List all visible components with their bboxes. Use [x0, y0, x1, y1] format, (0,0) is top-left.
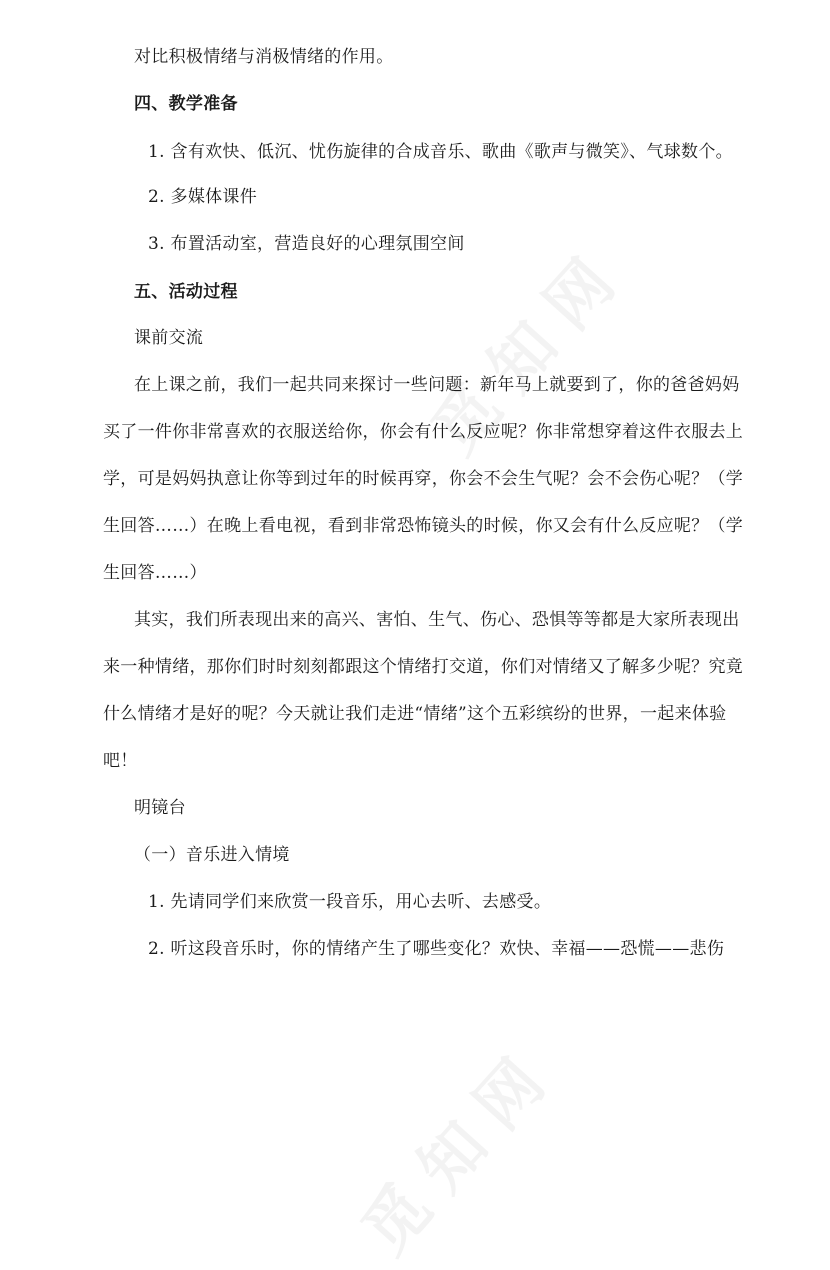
list-item: 2. 多媒体课件: [148, 187, 258, 207]
watermark: [338, 1022, 575, 1270]
list-item: 3. 布置活动室，营造良好的心理氛围空间: [148, 234, 465, 254]
paragraph-line: 对比积极情绪与消极情绪的作用。: [134, 47, 394, 67]
list-item: 2. 听这段音乐时，你的情绪产生了哪些变化？欢快、幸福——恐慌——悲伤: [148, 939, 725, 959]
paragraph-line: 生回答……）在晚上看电视，看到非常恐怖镜头的时候，你又会有什么反应呢？（学: [103, 516, 744, 536]
subheading: 明镜台: [134, 798, 186, 818]
paragraph-line: 来一种情绪，那你们时时刻刻都跟这个情绪打交道，你们对情绪又了解多少呢？究竟: [103, 657, 744, 677]
section-heading: 五、活动过程: [134, 282, 238, 302]
paragraph-line: 在上课之前，我们一起共同来探讨一些问题：新年马上就要到了，你的爸爸妈妈: [134, 375, 740, 395]
subheading: （一）音乐进入情境: [134, 845, 290, 865]
section-heading: 四、教学准备: [134, 94, 238, 114]
subheading: 课前交流: [134, 328, 204, 348]
paragraph-line: 学，可是妈妈执意让你等到过年的时候再穿，你会不会生气呢？会不会伤心呢？（学: [103, 469, 744, 489]
paragraph-line: 吧！: [103, 751, 138, 771]
paragraph-line: 生回答……）: [103, 563, 207, 583]
paragraph-line: 其实，我们所表现出来的高兴、害怕、生气、伤心、恐惧等等都是大家所表现出: [134, 610, 740, 630]
paragraph-line: 买了一件你非常喜欢的衣服送给你，你会有什么反应呢？你非常想穿着这件衣服去上: [103, 422, 744, 442]
list-item: 1. 含有欢快、低沉、忧伤旋律的合成音乐、歌曲《歌声与微笑》、气球数个。: [148, 142, 733, 162]
list-item: 1. 先请同学们来欣赏一段音乐，用心去听、去感受。: [148, 892, 552, 912]
paragraph-line: 什么情绪才是好的呢？今天就让我们走进“情绪”这个五彩缤纷的世界，一起来体验: [103, 704, 727, 724]
